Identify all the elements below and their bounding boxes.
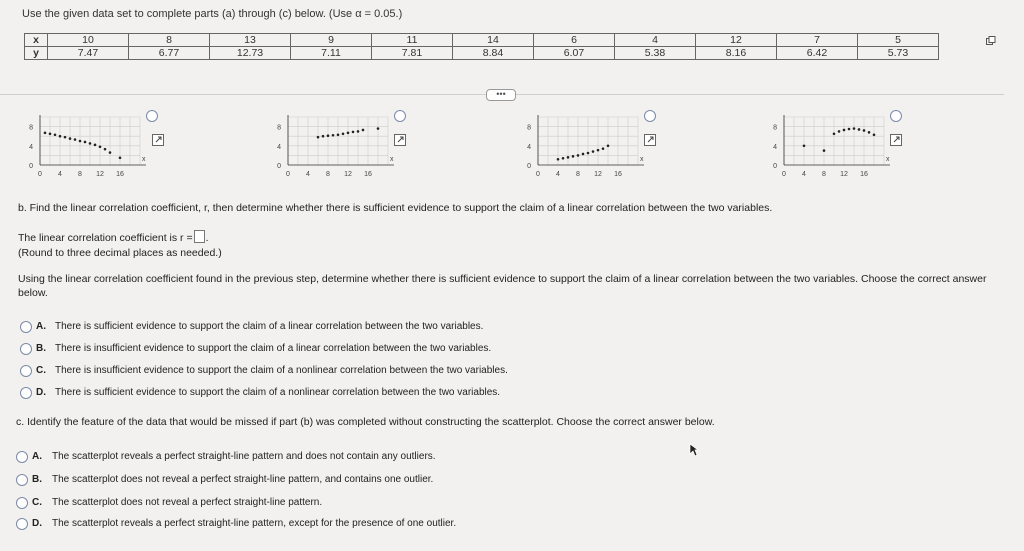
x-tick-label: 0 [38,171,42,178]
x-tick-label: 8 [78,171,82,178]
radio-button[interactable] [20,387,32,399]
enlarge-icon[interactable] [890,134,902,146]
radio-button[interactable] [20,343,32,355]
y-tick-label: 0 [527,163,531,170]
plot-option-d[interactable] [764,110,904,215]
more-button[interactable]: ••• [486,89,516,101]
data-point [803,145,806,148]
table-cell: 13 [210,34,291,47]
y-tick-label: 0 [773,163,777,170]
x-axis-label: x [390,156,394,163]
x-tick-label: 16 [614,171,622,178]
data-point [572,155,575,158]
table-header-x: x [25,34,48,47]
table-cell: 12.73 [210,47,291,60]
data-point [858,128,861,131]
scatterplot-c [518,110,658,210]
option-text: There is sufficient evidence to support the claim of a nonlinear correlation between the two variables. [55,387,501,398]
data-point [49,133,52,136]
data-point [863,129,866,132]
r-answer-input[interactable] [194,230,205,243]
table-cell: 8 [129,34,210,47]
option-text: There is sufficient evidence to support the claim of a linear correlation between the two variables. [55,321,484,332]
x-tick-label: 16 [364,171,372,178]
table-cell: 8.84 [453,47,534,60]
data-point [109,151,112,154]
table-cell: 8.16 [696,47,777,60]
x-tick-label: 16 [116,171,124,178]
x-tick-label: 12 [96,171,104,178]
enlarge-icon[interactable] [152,134,164,146]
plot-option-b[interactable] [268,110,408,215]
part-b-question: b. Find the linear correlation coefficient, r, then determine whether there is sufficient evidence to support the claim of a linear correlation between the two variables. [18,202,773,214]
data-point [59,135,62,138]
x-tick-label: 4 [802,171,806,178]
scatterplot-a [20,110,160,210]
table-row-x [25,34,939,47]
option-text: The scatterplot reveals a perfect straight-line pattern, except for the presence of one outlier. [52,518,457,529]
data-point [582,153,585,156]
data-point [843,129,846,132]
data-point [377,127,380,130]
option-text: There is insufficient evidence to support the claim of a linear correlation between the two variables. [55,343,492,354]
round-note: (Round to three decimal places as needed.) [18,247,222,259]
y-tick-label: 4 [277,143,281,151]
data-point [342,133,345,136]
table-cell: 7.47 [48,47,129,60]
radio-button[interactable] [20,321,32,333]
data-point [347,132,350,135]
x-axis-label: x [640,156,644,163]
data-point [362,129,365,132]
data-point [119,157,122,160]
r-suffix: . [205,232,209,244]
table-cell: 7.81 [372,47,453,60]
data-point [89,142,92,145]
enlarge-icon[interactable] [644,134,656,146]
data-point [84,141,87,144]
table-cell: 12 [696,34,777,47]
part-b-followup: Using the linear correlation coefficient found in the previous step, determine whether there is sufficient evidence to support the claim of a linear correlation between the two variables. Choose the correct answer below. [18,273,987,299]
option-text: There is insufficient evidence to support the claim of a nonlinear correlation between the two variables. [55,365,508,376]
data-point [587,152,590,155]
x-tick-label: 8 [326,171,330,178]
table-cell: 5.73 [858,47,939,60]
option-letter: B. [32,474,42,485]
data-point [54,133,57,136]
table-cell: 5 [858,34,939,47]
plot-radio-d[interactable] [890,110,902,122]
x-tick-label: 8 [576,171,580,178]
scatterplot-d [764,110,904,210]
option-letter: C. [36,365,46,376]
x-tick-label: 12 [594,171,602,178]
radio-button[interactable] [20,365,32,377]
data-point [44,132,47,135]
option-text: The scatterplot reveals a perfect straight-line pattern and does not contain any outliers. [52,451,436,462]
option-letter: C. [32,497,42,508]
data-point [602,147,605,150]
radio-button[interactable] [16,451,28,463]
data-point [853,127,856,130]
plot-option-a[interactable] [20,110,160,215]
radio-button[interactable] [16,518,28,530]
data-point [562,157,565,160]
x-tick-label: 12 [344,171,352,178]
table-cell: 7.11 [291,47,372,60]
y-tick-label: 0 [29,163,33,170]
y-tick-label: 8 [29,124,33,132]
x-tick-label: 8 [822,171,826,178]
data-point [607,145,610,148]
data-point [322,135,325,138]
y-tick-label: 4 [29,143,33,151]
option-letter: A. [32,451,42,462]
table-cell: 6.42 [777,47,858,60]
data-point [597,149,600,152]
data-point [823,149,826,152]
data-point [868,131,871,134]
data-point [327,134,330,137]
y-tick-label: 8 [773,124,777,132]
y-tick-label: 0 [277,163,281,170]
data-point [99,145,102,148]
plot-radio-a[interactable] [146,110,158,122]
data-point [352,131,355,134]
data-point [74,138,77,141]
copy-data-icon[interactable] [986,36,996,46]
y-tick-label: 4 [527,143,531,151]
table-cell: 9 [291,34,372,47]
table-cell: 5.38 [615,47,696,60]
option-letter: D. [32,518,42,529]
x-axis-label: x [142,156,146,163]
data-point [332,134,335,137]
data-point [357,130,360,133]
radio-button[interactable] [16,474,28,486]
data-point [94,144,97,147]
y-tick-label: 8 [277,124,281,132]
data-point [79,140,82,143]
table-header-y: y [25,47,48,60]
x-tick-label: 4 [58,171,62,178]
r-prompt-line [18,230,209,244]
mouse-cursor-icon [689,443,699,457]
table-cell: 4 [615,34,696,47]
x-tick-label: 12 [840,171,848,178]
x-axis-label: x [886,156,890,163]
table-cell: 10 [48,34,129,47]
data-point [557,158,560,161]
plot-option-c[interactable] [518,110,658,215]
data-point [104,148,107,151]
option-text: The scatterplot does not reveal a perfect straight-line pattern, and contains one outlier. [52,474,434,485]
table-cell: 11 [372,34,453,47]
data-point [848,128,851,131]
table-cell: 6.07 [534,47,615,60]
x-tick-label: 0 [286,171,290,178]
instructions: Use the given data set to complete parts (a) through (c) below. (Use α = 0.05.) [22,8,403,20]
radio-button[interactable] [16,497,28,509]
data-point [592,150,595,153]
x-tick-label: 0 [782,171,786,178]
enlarge-icon[interactable] [394,134,406,146]
x-tick-label: 0 [536,171,540,178]
option-text: The scatterplot does not reveal a perfect straight-line pattern. [52,497,323,508]
part-c-question: c. Identify the feature of the data that would be missed if part (b) was completed without constructing the scatterplot. Choose the correct answer below. [16,416,715,428]
data-point [567,156,570,159]
data-point [838,130,841,133]
option-letter: D. [36,387,46,398]
plot-radio-b[interactable] [394,110,406,122]
data-point [873,133,876,136]
table-cell: 7 [777,34,858,47]
option-letter: B. [36,343,46,354]
table-cell: 6 [534,34,615,47]
data-point [337,133,340,136]
data-point [317,136,320,139]
data-table [24,33,939,60]
table-cell: 14 [453,34,534,47]
plot-radio-c[interactable] [644,110,656,122]
table-cell: 6.77 [129,47,210,60]
option-letter: A. [36,321,46,332]
data-point [64,136,67,139]
data-point [69,137,72,140]
y-tick-label: 8 [527,124,531,132]
r-prompt: The linear correlation coefficient is r = [18,232,193,244]
x-tick-label: 4 [556,171,560,178]
x-tick-label: 16 [860,171,868,178]
data-point [577,154,580,157]
x-tick-label: 4 [306,171,310,178]
table-row-y [25,47,939,60]
scatterplot-b [268,110,408,210]
data-point [833,133,836,136]
y-tick-label: 4 [773,143,777,151]
